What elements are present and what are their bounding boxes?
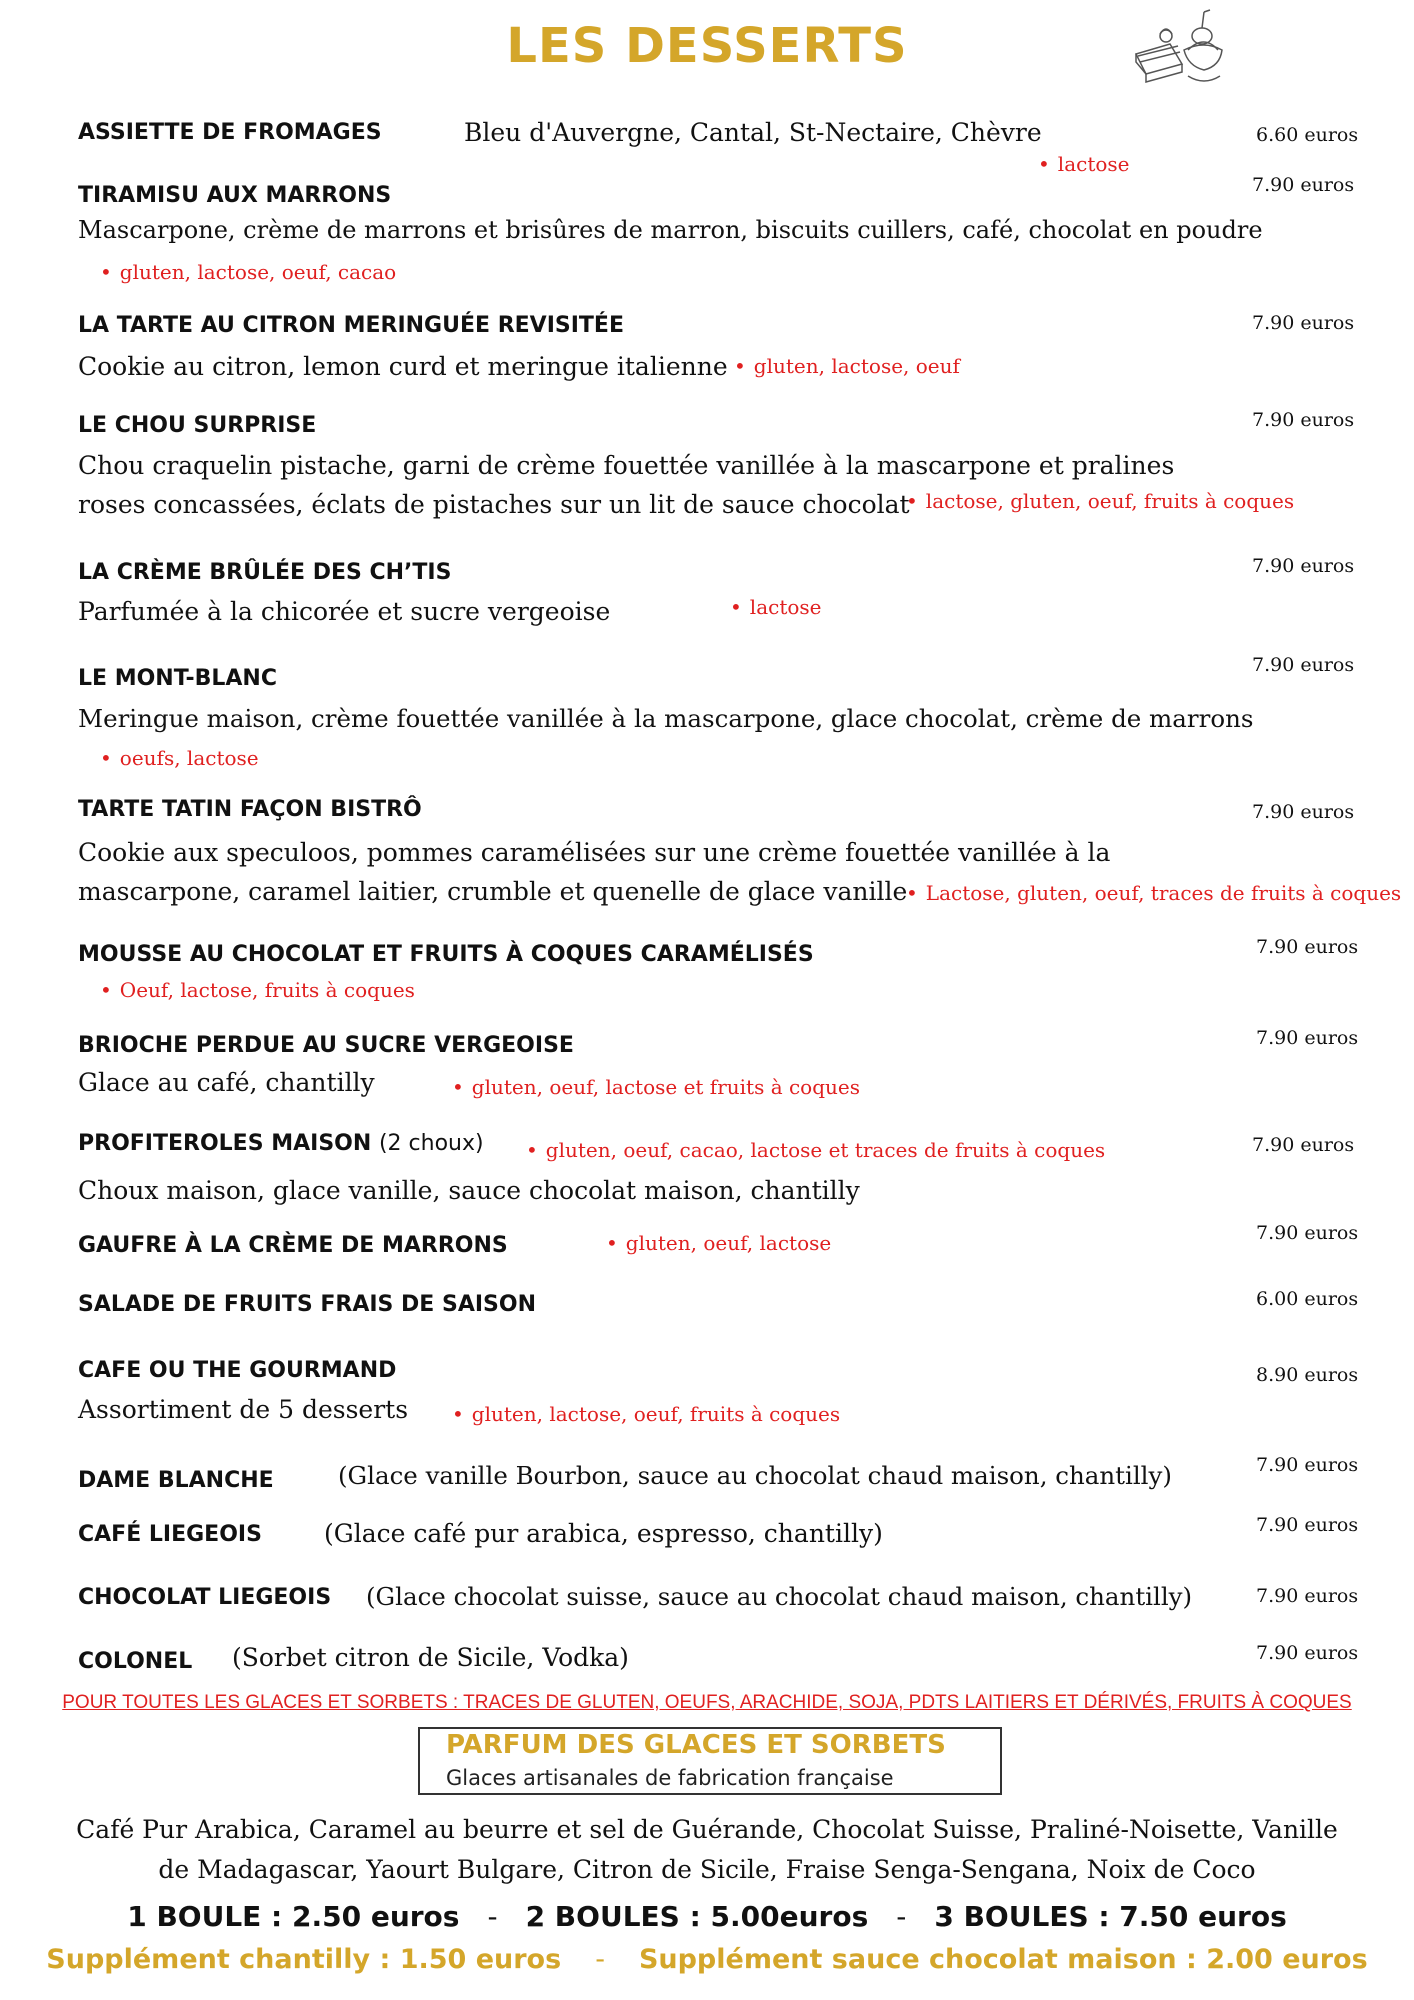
item-tatin-desc-2: mascarpone, caramel laitier, crumble et quenelle de glace vanille — [78, 877, 908, 906]
item-cafe-liegeois-desc: (Glace café pur arabica, espresso, chantilly) — [324, 1519, 883, 1548]
item-chou-price: 7.90 euros — [1252, 409, 1355, 431]
item-creme-brulee-desc: Parfumée à la chicorée et sucre vergeoise — [78, 597, 611, 626]
scoop-pricing — [0, 1900, 1414, 1933]
pricing-separator: - — [487, 1900, 498, 1933]
item-mousse-allergen: • Oeuf, lactose, fruits à coques — [100, 978, 415, 1002]
item-tatin-desc-1: Cookie aux speculoos, pommes caramélisées sur une crème fouettée vanillée à la — [78, 838, 1111, 867]
item-mont-blanc-name: LE MONT-BLANC — [78, 666, 277, 691]
item-chou-desc-2: roses concassées, éclats de pistaches sur un lit de sauce chocolat — [78, 490, 910, 519]
item-colonel-desc: (Sorbet citron de Sicile, Vodka) — [232, 1643, 629, 1672]
item-tarte-citron-name: LA TARTE AU CITRON MERINGUÉE REVISITÉE — [78, 313, 624, 338]
item-creme-brulee-allergen: • lactose — [730, 595, 822, 619]
allergen-notice: POUR TOUTES LES GLACES ET SORBETS : TRACES DE GLUTEN, OEUFS, ARACHIDE, SOJA, PDTS LAITIERS ET DÉRIVÉS, FRUITS À COQUES — [62, 1692, 1352, 1713]
item-dame-blanche-name: DAME BLANCHE — [78, 1468, 274, 1493]
item-tiramisu-desc: Mascarpone, crème de marrons et brisûres de marron, biscuits cuillers, café, chocolat en poudre — [78, 216, 1263, 244]
item-mousse-name: MOUSSE AU CHOCOLAT ET FRUITS À COQUES CARAMÉLISÉS — [78, 942, 814, 967]
item-brioche-allergen: • gluten, oeuf, lactose et fruits à coques — [452, 1075, 860, 1099]
item-brioche-name: BRIOCHE PERDUE AU SUCRE VERGEOISE — [78, 1033, 574, 1058]
item-tarte-citron-allergen: • gluten, lactose, oeuf — [734, 354, 960, 378]
item-chocolat-liegeois-desc: (Glace chocolat suisse, sauce au chocolat chaud maison, chantilly) — [366, 1582, 1193, 1611]
item-fromages-name: ASSIETTE DE FROMAGES — [78, 120, 382, 145]
item-fromages-allergen: • lactose — [1038, 152, 1130, 176]
item-tatin-name: TARTE TATIN FAÇON BISTRÔ — [78, 797, 422, 822]
item-creme-brulee-price: 7.90 euros — [1252, 555, 1355, 577]
item-profiteroles-extra: (2 choux) — [378, 1131, 484, 1156]
item-tatin-allergen: • Lactose, gluten, oeuf, traces de fruits à coques — [906, 881, 1401, 905]
flavors-list: Café Pur Arabica, Caramel au beurre et sel de Guérande, Chocolat Suisse, Praliné-Noisette, Vanille de Madagascar, Yaourt Bulgare, Citron de Sicile, Fraise Senga-Sengana, Noix de Coco — [76, 1815, 1338, 1884]
supplement-separator: - — [595, 1944, 605, 1975]
item-colonel-price: 7.90 euros — [1256, 1642, 1359, 1664]
item-cafe-liegeois-price: 7.90 euros — [1256, 1514, 1359, 1536]
supplement-chantilly: Supplément chantilly : 1.50 euros — [46, 1944, 562, 1975]
page-title: LES DESSERTS — [506, 18, 908, 74]
item-mousse-price: 7.90 euros — [1256, 936, 1359, 958]
item-tiramisu-price: 7.90 euros — [1252, 174, 1355, 196]
item-gourmand-price: 8.90 euros — [1256, 1364, 1359, 1386]
supplement-chocolat: Supplément sauce chocolat maison : 2.00 euros — [638, 1944, 1368, 1975]
item-gaufre-allergen: • gluten, oeuf, lactose — [606, 1231, 831, 1255]
item-profiteroles-title: PROFITEROLES MAISON — [78, 1131, 372, 1156]
flavors-title: PARFUM DES GLACES ET SORBETS — [446, 1730, 946, 1760]
item-chou-desc-1: Chou craquelin pistache, garni de crème fouettée vanillée à la mascarpone et pralines — [78, 451, 1175, 480]
item-creme-brulee-name: LA CRÈME BRÛLÉE DES CH’TIS — [78, 560, 452, 585]
item-chocolat-liegeois-price: 7.90 euros — [1256, 1585, 1359, 1607]
supplements — [0, 1944, 1414, 1975]
item-salade-price: 6.00 euros — [1256, 1288, 1359, 1310]
dessert-sketch-icon — [1130, 6, 1226, 90]
item-tiramisu-name: TIRAMISU AUX MARRONS — [78, 183, 392, 208]
price-one-scoop: 1 BOULE : 2.50 euros — [127, 1900, 460, 1933]
item-salade-name: SALADE DE FRUITS FRAIS DE SAISON — [78, 1292, 536, 1317]
item-gourmand-name: CAFE OU THE GOURMAND — [78, 1358, 397, 1383]
item-profiteroles-price: 7.90 euros — [1252, 1134, 1355, 1156]
item-tiramisu-allergen: • gluten, lactose, oeuf, cacao — [100, 260, 396, 284]
item-mont-blanc-desc: Meringue maison, crème fouettée vanillée à la mascarpone, glace chocolat, crème de marrons — [78, 704, 1254, 733]
item-dame-blanche-desc: (Glace vanille Bourbon, sauce au chocolat chaud maison, chantilly) — [338, 1461, 1172, 1490]
item-gaufre-price: 7.90 euros — [1256, 1222, 1359, 1244]
item-profiteroles-allergen: • gluten, oeuf, cacao, lactose et traces de fruits à coques — [526, 1138, 1105, 1162]
item-fromages-desc: Bleu d'Auvergne, Cantal, St-Nectaire, Chèvre — [464, 118, 1042, 147]
pricing-separator: - — [896, 1900, 907, 1933]
item-colonel-name: COLONEL — [78, 1649, 193, 1674]
item-brioche-price: 7.90 euros — [1256, 1027, 1359, 1049]
item-profiteroles-name — [78, 1131, 484, 1156]
price-two-scoops: 2 BOULES : 5.00euros — [525, 1900, 869, 1933]
item-dame-blanche-price: 7.90 euros — [1256, 1454, 1359, 1476]
item-brioche-desc: Glace au café, chantilly — [78, 1068, 375, 1097]
item-chocolat-liegeois-name: CHOCOLAT LIEGEOIS — [78, 1585, 332, 1610]
item-gourmand-desc: Assortiment de 5 desserts — [78, 1395, 409, 1424]
flavors-subtitle: Glaces artisanales de fabrication française — [446, 1766, 894, 1790]
item-fromages-price: 6.60 euros — [1256, 124, 1359, 146]
item-cafe-liegeois-name: CAFÉ LIEGEOIS — [78, 1522, 262, 1547]
item-mont-blanc-price: 7.90 euros — [1252, 654, 1355, 676]
item-gaufre-name: GAUFRE À LA CRÈME DE MARRONS — [78, 1233, 508, 1258]
item-gourmand-allergen: • gluten, lactose, oeuf, fruits à coques — [452, 1402, 840, 1426]
item-profiteroles-desc: Choux maison, glace vanille, sauce chocolat maison, chantilly — [78, 1176, 860, 1205]
item-tatin-price: 7.90 euros — [1252, 801, 1355, 823]
item-mont-blanc-allergen: • oeufs, lactose — [100, 746, 259, 770]
price-three-scoops: 3 BOULES : 7.50 euros — [934, 1900, 1287, 1933]
item-chou-name: LE CHOU SURPRISE — [78, 413, 317, 438]
item-chou-allergen: • lactose, gluten, oeuf, fruits à coques — [906, 489, 1294, 513]
item-tarte-citron-price: 7.90 euros — [1252, 312, 1355, 334]
item-tarte-citron-desc: Cookie au citron, lemon curd et meringue italienne — [78, 352, 728, 381]
